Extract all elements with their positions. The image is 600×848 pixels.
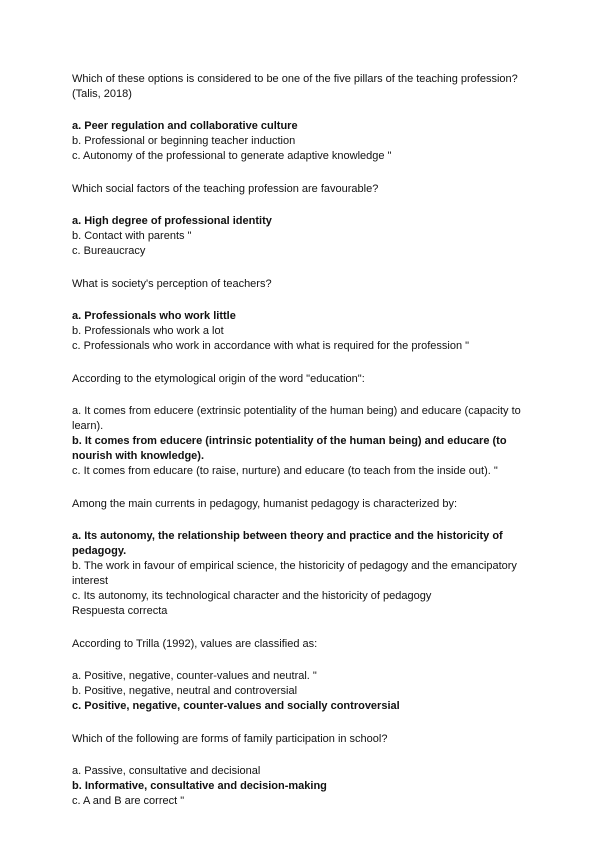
answer-option: c. Its autonomy, its technological character and the historicity of pedagogy <box>72 590 432 602</box>
answer-note: Respuesta correcta <box>72 605 168 617</box>
answer-option-correct: a. Its autonomy, the relationship between theory and practice and the historicity of pedagogy. <box>72 530 503 557</box>
answer-option: a. It comes from educere (extrinsic potentiality of the human being) and educare (capacity to learn). <box>72 405 521 432</box>
answer-option: b. Contact with parents " <box>72 230 192 242</box>
quiz-document <box>72 72 542 827</box>
question-block <box>72 372 542 479</box>
answer-option: b. Positive, negative, neutral and controversial <box>72 685 298 697</box>
question-block <box>72 182 542 259</box>
answer-option-correct: a. Peer regulation and collaborative culture <box>72 120 298 132</box>
answer-option: c. A and B are correct " <box>72 795 185 807</box>
question-text: What is society's perception of teachers? <box>72 278 272 290</box>
question-text: Among the main currents in pedagogy, humanist pedagogy is characterized by: <box>72 498 458 510</box>
answer-option: b. Professional or beginning teacher induction <box>72 135 296 147</box>
answer-option-correct: b. It comes from educere (intrinsic potentiality of the human being) and educare (to nourish with knowledge). <box>72 435 507 462</box>
answer-option: c. Bureaucracy <box>72 245 146 257</box>
answer-option: c. Professionals who work in accordance with what is required for the profession " <box>72 340 470 352</box>
question-text: Which of the following are forms of family participation in school? <box>72 733 388 745</box>
question-block <box>72 277 542 354</box>
answer-option: b. The work in favour of empirical science, the historicity of pedagogy and the emancipatory interest <box>72 560 517 587</box>
question-text: According to Trilla (1992), values are classified as: <box>72 638 318 650</box>
answer-option: c. Autonomy of the professional to generate adaptive knowledge " <box>72 150 392 162</box>
answer-option-correct: b. Informative, consultative and decision-making <box>72 780 327 792</box>
answer-option: c. It comes from educare (to raise, nurture) and educare (to teach from the inside out). " <box>72 465 498 477</box>
answer-option-correct: a. Professionals who work little <box>72 310 236 322</box>
answer-option: a. Positive, negative, counter-values and neutral. " <box>72 670 317 682</box>
answer-option-correct: c. Positive, negative, counter-values and socially controversial <box>72 700 400 712</box>
question-block <box>72 497 542 619</box>
question-text: Which of these options is considered to be one of the five pillars of the teaching profession? (Talis, 2018) <box>72 73 518 100</box>
question-block <box>72 637 542 714</box>
question-text: Which social factors of the teaching profession are favourable? <box>72 183 379 195</box>
answer-option: b. Professionals who work a lot <box>72 325 224 337</box>
answer-option: a. Passive, consultative and decisional <box>72 765 261 777</box>
question-block <box>72 732 542 809</box>
question-block <box>72 72 542 164</box>
answer-option-correct: a. High degree of professional identity <box>72 215 272 227</box>
question-text: According to the etymological origin of the word "education": <box>72 373 365 385</box>
